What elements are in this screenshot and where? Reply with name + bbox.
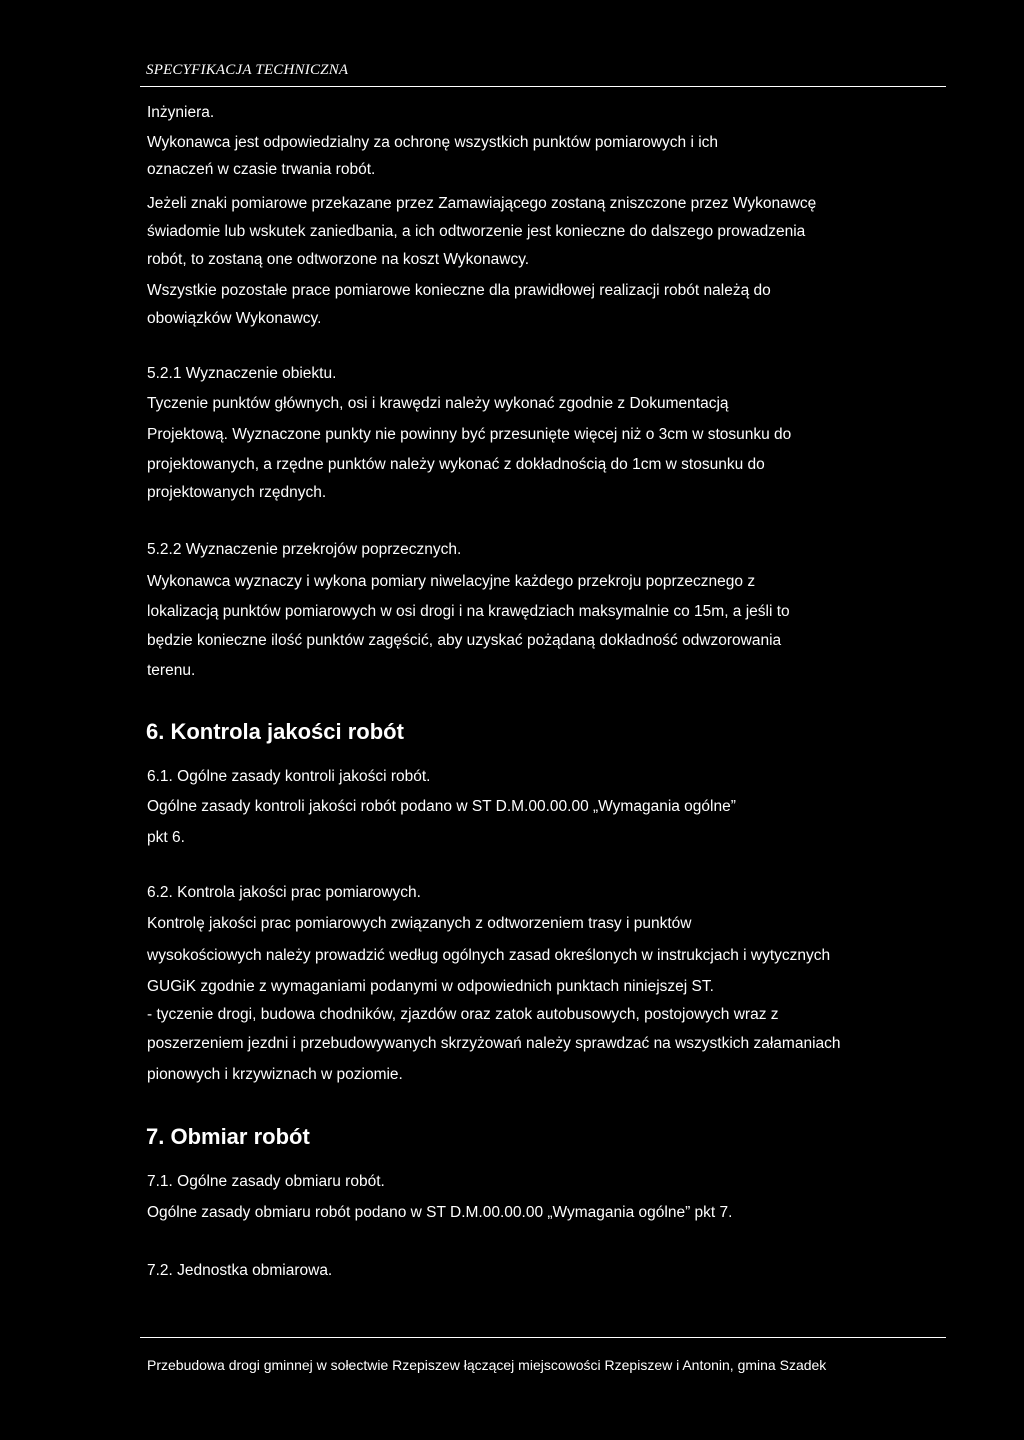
footer-divider (140, 1337, 946, 1338)
body-line: Kontrolę jakości prac pomiarowych związanych z odtworzeniem trasy i punktów (147, 915, 692, 932)
page-header: SPECYFIKACJA TECHNICZNA (146, 62, 349, 78)
body-line: Wszystkie pozostałe prace pomiarowe konieczne dla prawidłowej realizacji robót należą do (147, 282, 771, 299)
page-footer: Przebudowa drogi gminnej w sołectwie Rzepiszew łączącej miejscowości Rzepiszew i Antonin, gmina Szadek (147, 1357, 827, 1373)
body-line: Wykonawca jest odpowiedzialny za ochronę wszystkich punktów pomiarowych i ich (147, 134, 719, 151)
body-line: poszerzeniem jezdni i przebudowywanych skrzyżowań należy sprawdzać na wszystkich załamaniach (147, 1035, 841, 1052)
subsection-heading: 6.1. Ogólne zasady kontroli jakości robót. (147, 768, 431, 785)
body-line: Jeżeli znaki pomiarowe przekazane przez Zamawiającego zostaną zniszczone przez Wykonawcę (147, 195, 817, 212)
body-line: obowiązków Wykonawcy. (147, 310, 322, 327)
subsection-heading: 5.2.2 Wyznaczenie przekrojów poprzecznych. (147, 541, 462, 558)
body-line: wysokościowych należy prowadzić według ogólnych zasad określonych w instrukcjach i wytycznych (147, 947, 831, 964)
body-line: Projektową. Wyznaczone punkty nie powinny być przesunięte więcej niż o 3cm w stosunku do (147, 426, 792, 443)
body-line: Ogólne zasady kontroli jakości robót podano w ST D.M.00.00.00 „Wymagania ogólne” (147, 798, 736, 815)
section-heading: 7. Obmiar robót (146, 1124, 310, 1149)
subsection-heading: 7.2. Jednostka obmiarowa. (147, 1262, 333, 1279)
body-line: Tyczenie punktów głównych, osi i krawędzi należy wykonać zgodnie z Dokumentacją (147, 395, 729, 412)
body-line: terenu. (147, 662, 196, 679)
body-line: oznaczeń w czasie trwania robót. (147, 161, 376, 178)
body-line: Inżyniera. (147, 104, 215, 121)
subsection-heading: 5.2.1 Wyznaczenie obiektu. (147, 365, 337, 382)
body-line: - tyczenie drogi, budowa chodników, zjazdów oraz zatok autobusowych, postojowych wraz z (147, 1006, 779, 1023)
section-heading: 6. Kontrola jakości robót (146, 719, 404, 744)
header-divider (140, 86, 946, 87)
body-line: Wykonawca wyznaczy i wykona pomiary niwelacyjne każdego przekroju poprzecznego z (147, 573, 756, 590)
body-line: Ogólne zasady obmiaru robót podano w ST D.M.00.00.00 „Wymagania ogólne” pkt 7. (147, 1204, 733, 1221)
body-line: robót, to zostaną one odtworzone na koszt Wykonawcy. (147, 251, 530, 268)
subsection-heading: 6.2. Kontrola jakości prac pomiarowych. (147, 884, 421, 901)
body-line: pionowych i krzywiznach w poziomie. (147, 1066, 403, 1083)
body-line: pkt 6. (147, 829, 185, 846)
subsection-heading: 7.1. Ogólne zasady obmiaru robót. (147, 1173, 385, 1190)
body-line: projektowanych, a rzędne punktów należy wykonać z dokładnością do 1cm w stosunku do (147, 456, 765, 473)
body-line: projektowanych rzędnych. (147, 484, 327, 501)
body-line: świadomie lub wskutek zaniedbania, a ich odtworzenie jest konieczne do dalszego prowadzenia (147, 223, 806, 240)
body-line: GUGiK zgodnie z wymaganiami podanymi w odpowiednich punktach niniejszej ST. (147, 978, 714, 995)
body-line: lokalizacją punktów pomiarowych w osi drogi i na krawędziach maksymalnie co 15m, a jeśli to (147, 603, 790, 620)
body-line: będzie konieczne ilość punktów zagęścić, aby uzyskać pożądaną dokładność odwzorowania (147, 632, 782, 649)
